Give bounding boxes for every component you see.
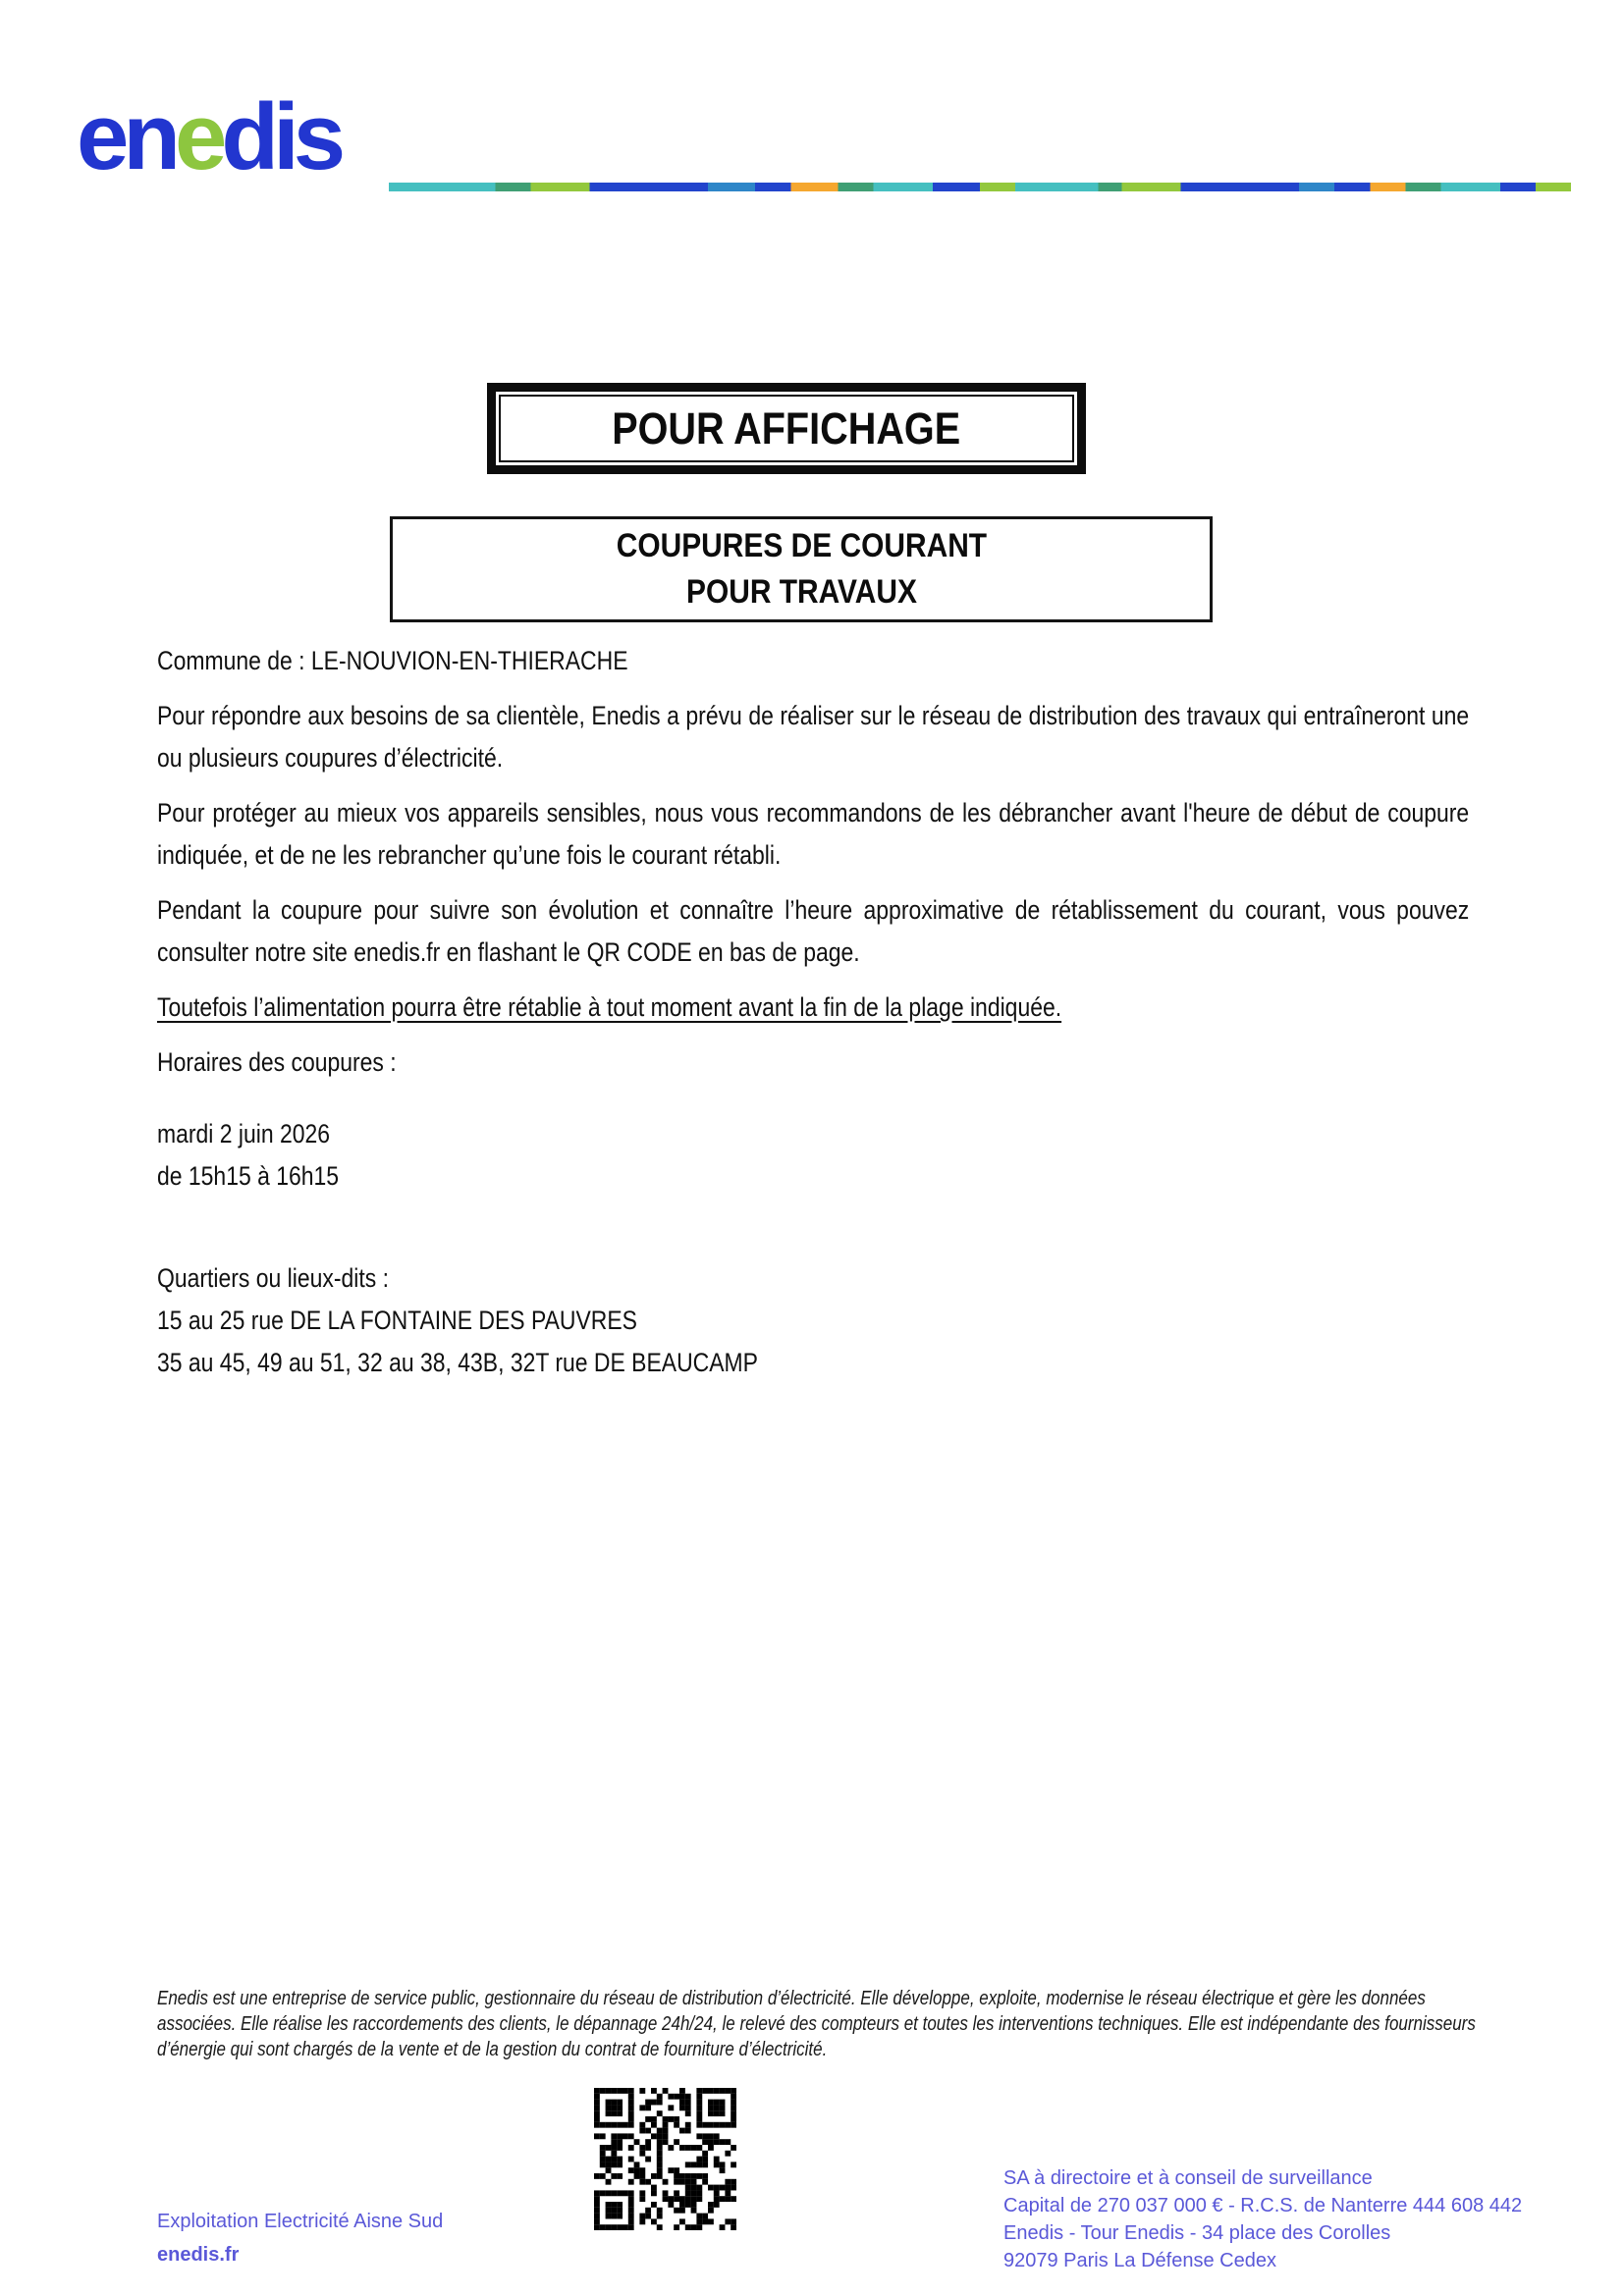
restore-warning-underlined: Toutefois l’alimentation pourra être rétablie à tout moment avant la fin de la plage indiquée. [157, 992, 1062, 1022]
company-line-2: Capital de 270 037 000 € - R.C.S. de Nanterre 444 608 442 [1003, 2195, 1523, 2216]
coupures-box [390, 516, 1213, 622]
commune-line: Commune de : LE-NOUVION-EN-THIERACHE [157, 646, 628, 675]
company-line-1: SA à directoire et à conseil de surveillance [1003, 2167, 1373, 2189]
qr-info-paragraph: Pendant la coupure pour suivre son évolution et connaître l’heure approximative de rétablissement du courant, vous pouvez consulter notre site enedis.fr en flashant le QR CODE en bas de page. [157, 895, 1470, 967]
notice-body [157, 640, 1469, 1384]
enedis-logo [77, 84, 341, 189]
coupures-title-line1: COUPURES DE COURANT [616, 526, 987, 564]
address-line-2: 35 au 45, 49 au 51, 32 au 38, 43B, 32T rue DE BEAUCAMP [157, 1348, 758, 1377]
qr-code-icon [594, 2088, 736, 2230]
horaires-label: Horaires des coupures : [157, 1047, 397, 1077]
coupures-title-line2: POUR TRAVAUX [685, 573, 917, 611]
quartiers-label: Quartiers ou lieux-dits : [157, 1263, 389, 1293]
intro-paragraph: Pour répondre aux besoins de sa clientèle, Enedis a prévu de réaliser sur le réseau de distribution des travaux qui entraîneront une ou plusieurs coupures d’électricité. [157, 701, 1470, 773]
address-line-1: 15 au 25 rue DE LA FONTAINE DES PAUVRES [157, 1306, 637, 1335]
logo-text-dis: dis [221, 84, 341, 189]
logo-text-en: en [77, 84, 176, 189]
restore-warning-line [157, 987, 1469, 1029]
enedis-about-paragraph: Enedis est une entreprise de service public, gestionnaire du réseau de distribution d’électricité. Elle développe, exploite, modernise le réseau électrique et gère les données associées. Elle réalise les raccordements des clients, le dépannage 24h/24, le relevé des compteurs et toutes les interventions techniques. Elle est indépendante des fournisseurs d’énergie qui sont chargés de la vente et de la gestion du contrat de fourniture d’électricité. [157, 1988, 1476, 2060]
affichage-box-inner-frame [499, 395, 1074, 462]
affichage-box [487, 383, 1086, 474]
protect-devices-paragraph: Pour protéger au mieux vos appareils sensibles, nous vous recommandons de les débrancher avant l'heure de début de coupure indiquée, et de ne les rebrancher qu’une fois le courant rétabli. [157, 798, 1470, 870]
affichage-title: POUR AFFICHAGE [612, 402, 961, 454]
footer-company-block [1003, 2164, 1522, 2274]
brand-color-line [389, 183, 1571, 191]
schedule-time: de 15h15 à 16h15 [157, 1161, 340, 1191]
company-line-4: 92079 Paris La Défense Cedex [1003, 2250, 1276, 2271]
logo-text-e-green: e [175, 84, 222, 189]
exploitation-line: Exploitation Electricité Aisne Sud [157, 2211, 444, 2232]
schedule-date: mardi 2 juin 2026 [157, 1119, 331, 1148]
enedis-fr-label: enedis.fr [157, 2244, 240, 2266]
company-line-3: Enedis - Tour Enedis - 34 place des Corolles [1003, 2222, 1391, 2244]
footer-left-block [157, 2205, 443, 2271]
